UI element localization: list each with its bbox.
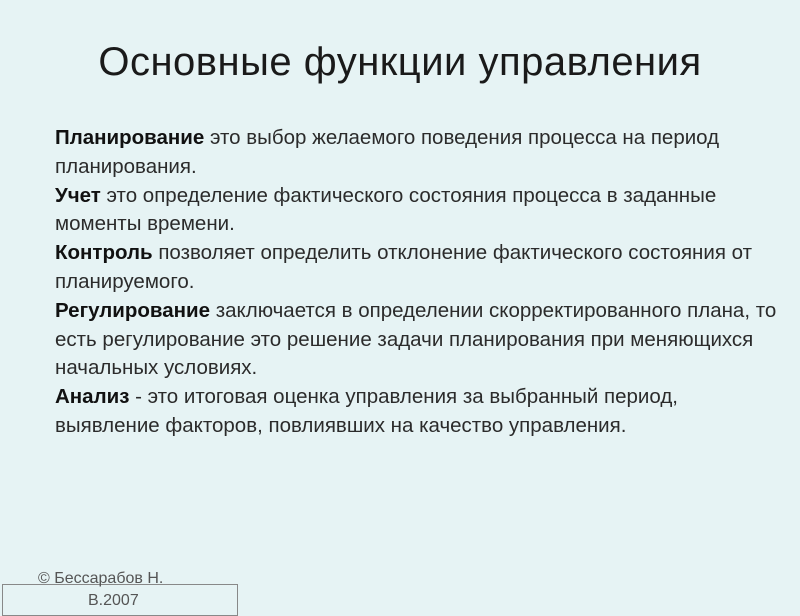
copyright-clip <box>2 584 238 609</box>
definition-regulation <box>55 297 785 383</box>
definition-accounting <box>55 182 785 240</box>
term-regulation: Регулирование <box>55 298 211 322</box>
term-control: Контроль <box>55 241 153 265</box>
definition-planning-text: это выбор желаемого поведения процесса на период планирования. <box>55 126 720 178</box>
copyright-line-2: В.2007 <box>88 592 139 609</box>
definition-control-text: позволяет определить отклонение фактического состояния от планируемого. <box>55 241 752 293</box>
term-accounting: Учет <box>55 183 101 207</box>
definition-control <box>55 239 785 297</box>
slide-title: Основные функции управления <box>98 40 702 84</box>
definitions-list <box>55 124 785 441</box>
copyright-line-1: © Бессарабов Н. <box>38 570 164 587</box>
definition-regulation-text: заключается в определении скорректированного плана, то есть регулирование это решение задачи планирования при меняющихся начальных условиях. <box>55 298 777 380</box>
definition-accounting-text: это определение фактического состояния процесса в заданные моменты времени. <box>55 183 717 236</box>
term-analysis: Анализ <box>55 385 130 409</box>
term-planning: Планирование <box>55 126 205 149</box>
definition-analysis <box>55 383 785 441</box>
definition-analysis-text: - это итоговая оценка управления за выбранный период, выявление факторов, повлиявших на качество управления. <box>55 385 678 437</box>
definition-planning <box>55 124 785 182</box>
